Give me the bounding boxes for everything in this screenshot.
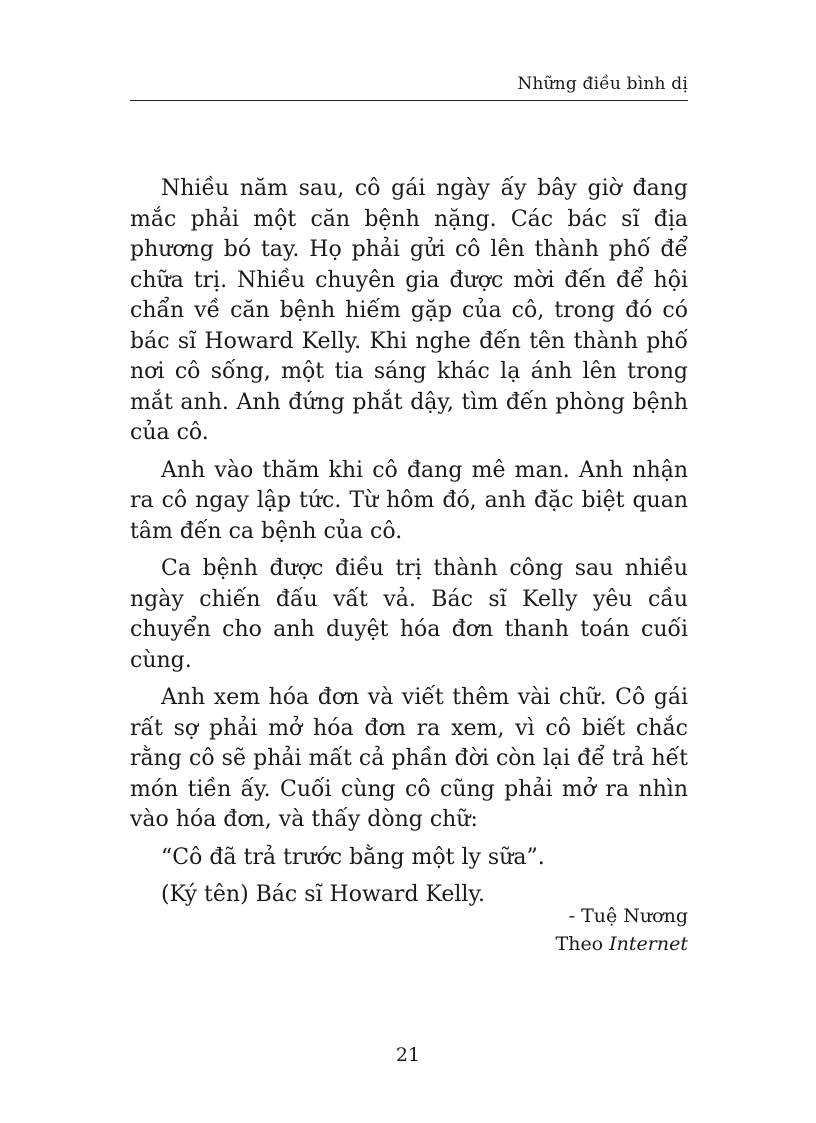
- paragraph: Anh xem hóa đơn và viết thêm vài chữ. Cô gái rất sợ phải mở hóa đơn ra xem, vì cô biết chắc rằng cô sẽ phải mất cả phần đời còn lại để trả hết món tiền ấy. Cuối cùng cô cũng phải mở ra nhìn vào hóa đơn, và thấy dòng chữ:: [130, 685, 688, 832]
- paragraph: Nhiều năm sau, cô gái ngày ấy bây giờ đang mắc phải một căn bệnh nặng. Các bác sĩ địa phương bó tay. Họ phải gửi cô lên thành phố để chữa trị. Nhiều chuyên gia được mời đến để hội chẩn về căn bệnh hiếm gặp của cô, trong đó có bác sĩ Howard Kelly. Khi nghe đến tên thành phố nơi cô sống, một tia sáng khác lạ ánh lên trong mắt anh. Anh đứng phắt dậy, tìm đến phòng bệnh của cô.: [130, 176, 688, 445]
- quoted-note: “Cô đã trả trước bằng một ly sữa”.: [161, 844, 545, 870]
- paragraph: Ca bệnh được điều trị thành công sau nhiều ngày chiến đấu vất vả. Bác sĩ Kelly yêu cầu chuyển cho anh duyệt hóa đơn thanh toán cuối cùng.: [130, 556, 688, 673]
- source-name: Internet: [609, 933, 688, 955]
- page-number: 21: [395, 1044, 421, 1066]
- source-prefix: Theo: [555, 933, 604, 955]
- source-line: [556, 930, 688, 958]
- author-name: - Tuệ Nương: [568, 905, 688, 927]
- running-title: Những điều bình dị: [517, 74, 688, 94]
- signed-line: (Ký tên) Bác sĩ Howard Kelly.: [161, 882, 485, 907]
- running-header: [130, 74, 688, 101]
- paragraph: Anh vào thăm khi cô đang mê man. Anh nhận ra cô ngay lập tức. Từ hôm đó, anh đặc biệt quan tâm đến ca bệnh của cô.: [130, 457, 688, 544]
- signature-block: [556, 902, 688, 958]
- story-body: [130, 174, 688, 918]
